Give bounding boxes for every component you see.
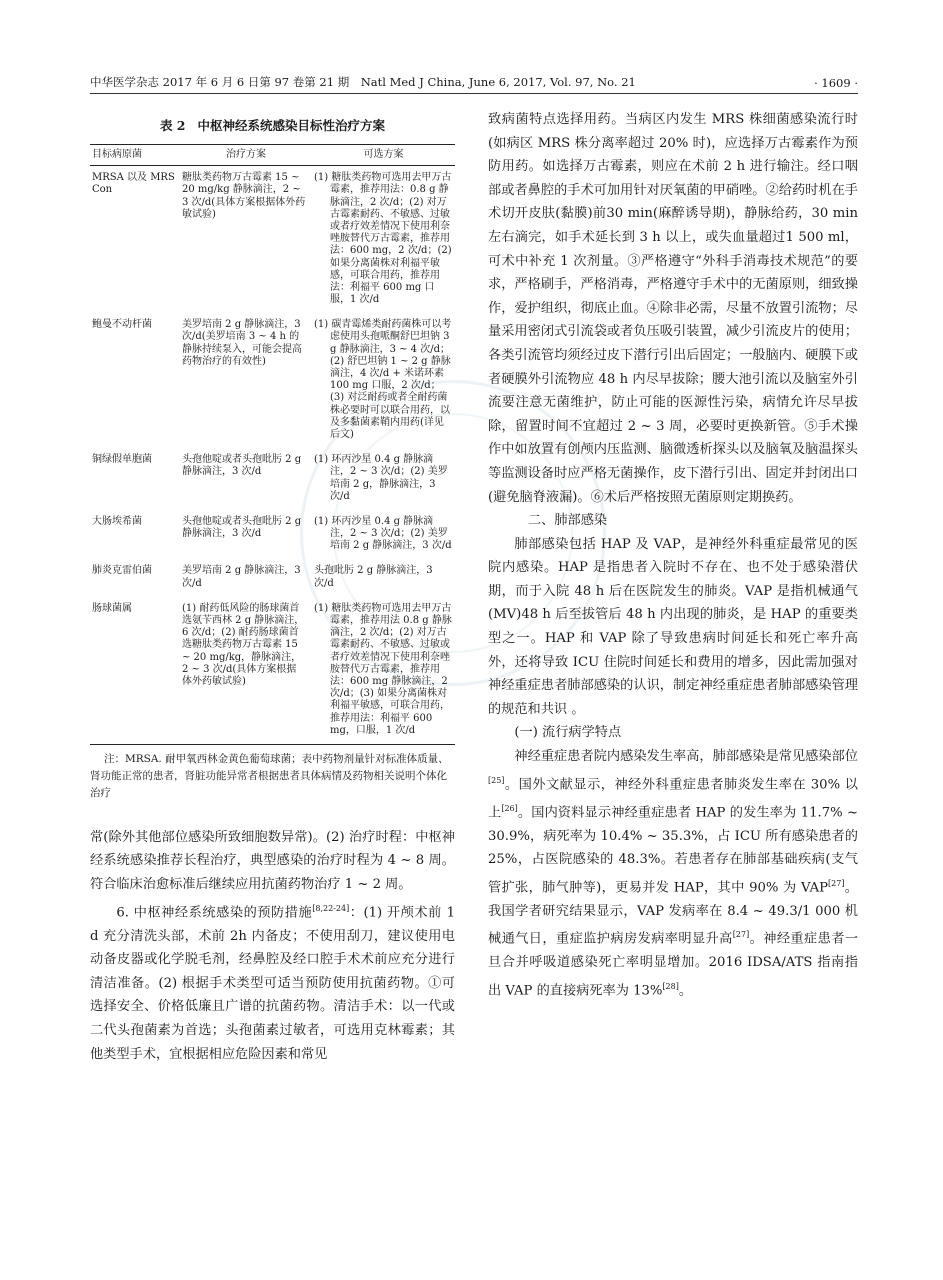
paragraph-lead: 6. 中枢神经系统感染的预防措施 [116,905,313,921]
treatment-table [90,144,455,745]
treatment-cell: 头孢他啶或者头孢吡肟 2 g 静脉滴注，3 次/d [182,454,302,478]
citation: [26] [501,803,518,813]
options-cell [312,166,455,314]
header-page-number: · 1609 · [814,76,858,90]
options-cell [312,448,455,510]
header-treatment: 治疗方案 [180,145,312,166]
running-header [90,72,858,94]
treatment-cell: 糖肽类药物万古霉素 15 ~ 20 mg/kg 静脉滴注，2 ~ 3 次/d(具体方案根据体外药敏试验) [182,172,306,220]
option-text: (1) 环丙沙星 0.4 g 静脉滴注，2 ~ 3 次/d；(2) 美罗培南 2 g 静脉滴注，3 次/d [314,515,452,552]
pathogen-cell: 铜绿假单胞菌 [92,454,152,466]
paragraph-text: 。国内资料显示神经重症患者 HAP 的发生率为 11.7% ~ 30.9%，病死率为 10.4% ~ 35.3%，占 ICU 所有感染患者的 25%，占医院感染的 48.3%。若患者存在肺部基础疾病(支气管扩张，肺气肿等)，更易并发 HAP，其中 90% 为 VAP [488,805,859,896]
treatment-cell: 头孢他啶或者头孢吡肟 2 g 静脉滴注，3 次/d [182,515,302,540]
table-row [90,166,455,314]
table-row [90,448,455,510]
pathogen-cell: 肺炎克雷伯菌 [92,565,152,577]
paragraph-text: 。神经重症患者一旦合并呼吸道感染死亡率明显增加。2016 IDSA/ATS 指南指出 VAP 的直接病死率为 13% [488,931,859,999]
header-options: 可选方案 [312,145,455,166]
options-cell [312,597,455,745]
options-cell [312,510,455,560]
body-paragraph [90,897,455,1067]
treatment-cell: 美罗培南 2 g 静脉滴注，3 次/d(美罗培南 3 ~ 4 h 的静脉持续泵入，可能会提高药物治疗的有效性) [182,319,302,367]
body-paragraph [488,745,858,1003]
table-header-row [90,145,455,166]
option-text: (1) 碳青霉烯类耐药菌株可以考虑使用头孢哌酮舒巴坦钠 3 g 静脉滴注，3 ~ 4 次/d；(2) 舒巴坦钠 1 ~ 2 g 静脉滴注，4 次/d + 米诺环素 100 mg 口服，2 次/d；(3) 对泛耐药或者全耐药菌株必要时可以联合用药，以及多黏菌素鞘内用药(详见后文) [314,319,452,440]
subsection-heading: (一) 流行病学特点 [514,725,622,741]
paragraph-text: 。国外文献显示，神经外科重症患者肺炎发生率在 30% 以上 [488,777,858,820]
option-text: (1) 环丙沙星 0.4 g 静脉滴注，2 ~ 3 次/d；(2) 美罗培南 2 g，静脉滴注，3 次/d [314,454,448,502]
citation: [27] [828,878,845,888]
body-paragraph: 致病菌特点选择用药。当病区内发生 MRS 株细菌感染流行时(如病区 MRS 株分离率超过 20% 时)，应选择万古霉素作为预防用药。如选择万古霉素，则应在术前 2 h 进行输注。经口咽部或者鼻腔的手术可加用针对厌氧菌的甲硝唑。②给药时机在手术切开皮肤(黏膜)前30 min(麻醉诱导期)，静脉给药，30 min 左右滴完，如手术延长到 3 h 以上，或失血量超过1 500 ml，可术中补充 1 次剂量。③严格遵守“外科手消毒技术规范”的要求，严格刷手，严格消毒，严格遵守手术中的无菌原则，细致操作，爱护组织，彻底止血。④除非必需，尽量不放置引流物；尽量采用密闭式引流袋或者负压吸引装置，减少引流皮片的使用；各类引流管均须经过皮下潜行引出后固定；一般脑内、硬膜下或者硬膜外引流物应 48 h 内尽早拔除；腰大池引流以及脑室外引流要注意无菌维护，防止可能的医源性污染，病情允许尽早拔除，留置时间不宜超过 2 ~ 3 周，必要时更换新管。⑤手术操作中如放置有创颅内压监测、脑微透析探头以及脑氧及脑温探头等监测设备时应严格无菌操作，皮下潜行引出、固定并封闭出口(避免脑脊液漏)。⑥术后严格按照无菌原则定期换药。 [488,112,858,505]
citation: [25] [488,775,505,785]
table-title [90,116,455,134]
section-heading: 二、肺部感染 [528,513,608,529]
paragraph-text: ：(1) 开颅术前 1 d 充分清洗头部，术前 2h 内备皮；不使用刮刀，建议使用电动备皮器或化学脱毛剂，经鼻腔及经口腔手术术前应充分进行清洁准备。(2) 根据手术类型可适当预防使用抗菌药物。①可选择安全、价格低廉且广谱的抗菌药物。清洁手术：以一代或二代头孢菌素为首选；头孢菌素过敏者，可选用克林霉素；其他类型手术，宜根据相应危险因素和常见 [90,905,455,1062]
pathogen-cell: MRSA 以及 MRS Con [92,172,175,196]
options-cell [312,559,455,596]
table-row [90,559,455,596]
table-row [90,597,455,745]
pathogen-cell: 大肠埃希菌 [92,515,142,527]
treatment-cell: (1) 耐药低风险的肠球菌首选氨苄西林 2 g 静脉滴注，6 次/d；(2) 耐药肠球菌首选糖肽类药物万古霉素 15 ~ 20 mg/kg，静脉滴注，2 ~ 3 次/d(具体方案根据体外药敏试验) [180,597,312,745]
header-pathogen: 目标病原菌 [90,145,180,166]
option-text: (1) 糖肽类药物可选用去甲万古霉素，推荐用法 0.8 g 静脉滴注，2 次/d；(2) 对万古霉素耐药、不敏感、过敏或者疗效差情况下使用利奈唑胺替代万古霉素，推荐用法：600 mg 静脉滴注，2 次/d；(3) 如果分离菌株对利福平敏感，可联合用药，推荐用法：利福平 600 mg，口服，1 次/d [314,602,452,736]
body-paragraph: 肺部感染包括 HAP 及 VAP，是神经外科重症最常见的医院内感染。HAP 是指患者入院时不存在、也不处于感染潜伏期，而于入院 48 h 后在医院发生的肺炎。VAP 是指机械通气(MV)48 h 后至拔管后 48 h 内出现的肺炎，是 HAP 的重要类型之一。HAP 和 VAP 除了导致患病时间延长和死亡率升高外，还将导致 ICU 住院时间延长和费用的增多，因此需加强对神经重症患者肺部感染的认识，制定神经重症患者肺部感染管理的规范和共识 。 [488,536,858,717]
table-footnote: 注：MRSA. 耐甲氧西林金黄色葡萄球菌；表中药物剂量针对标准体质量、肾功能正常的患者，肾脏功能异常者根据患者具体病情及药物相关说明个体化治疗 [90,752,449,799]
citation: [28] [662,981,679,991]
table-row [90,313,455,448]
body-paragraph: 常(除外其他部位感染所致细胞数异常)。(2) 治疗时程：中枢神经系统感染推荐长程治疗，典型感染的治疗时程为 4 ~ 8 周。符合临床治愈标准后继续应用抗菌药物治疗 1 ~ 2 周。 [90,829,455,893]
paragraph-text: 。 [678,983,693,999]
citation: [8,22-24] [312,903,350,913]
table-row [90,510,455,560]
citation: [27] [732,930,750,940]
option-text: (1) 糖肽类药物可选用去甲万古霉素，推荐用法：0.8 g 静脉滴注，2 次/d；(2) 对万古霉素耐药、不敏感、过敏或者疗效差情况下使用利奈唑胺替代万古霉素，推荐用法：600 mg，2 次/d；(2) 如果分离菌株对利福平敏感，可联合用药，推荐用法：利福平 600 mg 口服，1 次/d [314,172,452,306]
paragraph-text: 。我国学者研究结果显示，VAP 发病率在 8.4 ~ 49.3/1 000 机械通气日，重症监护病房发病率明显升高 [488,880,858,947]
pathogen-cell: 肠球菌属 [90,597,180,745]
header-journal-info: 中华医学杂志 2017 年 6 月 6 日第 97 卷第 21 期 Natl Med J China, June 6, 2017, Vol. 97, No. 21 [90,75,636,89]
treatment-cell: 美罗培南 2 g 静脉滴注，3 次/d [182,565,301,589]
right-column [488,108,858,1003]
paragraph-text: 神经重症患者院内感染发生率高，肺部感染是常见感染部位 [514,749,858,765]
option-text: 头孢吡肟 2 g 静脉滴注，3 次/d [314,565,433,589]
pathogen-cell: 鲍曼不动杆菌 [92,319,152,331]
table-caption: 中枢神经系统感染目标性治疗方案 [197,118,386,133]
left-column [90,108,455,1066]
table-number: 表 2 [159,118,186,133]
options-cell [312,313,455,448]
